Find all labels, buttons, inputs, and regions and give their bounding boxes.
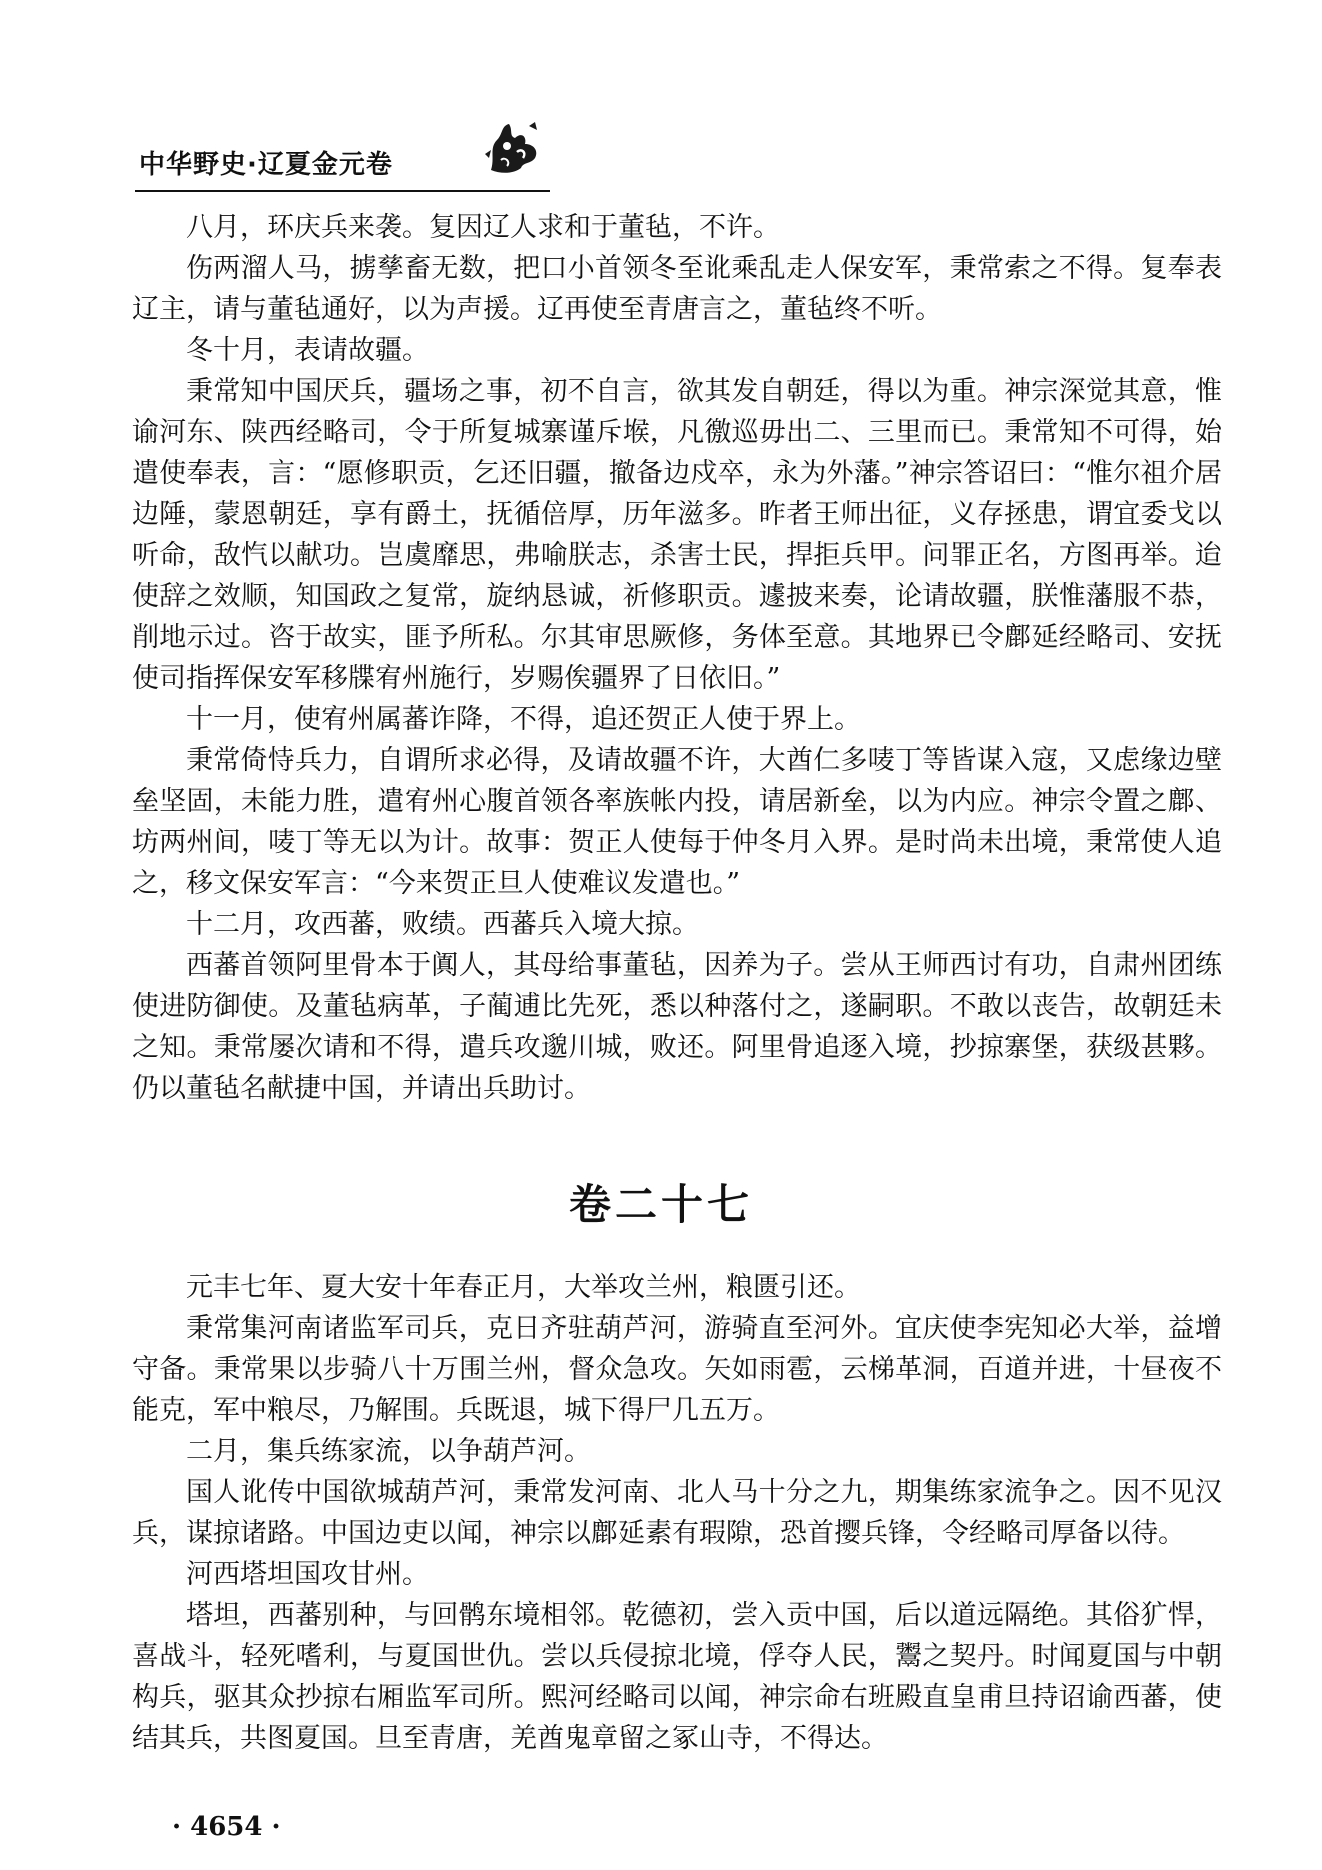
page-number: · 4654 · <box>172 1812 281 1842</box>
paragraph: 秉常知中国厌兵，疆场之事，初不自言，欲其发自朝廷，得以为重。神宗深觉其意，惟谕河东、陕西经略司，令于所复城寨谨斥堠，凡徼巡毋出二、三里而已。秉常知不可得，始遣使奉表，言：“愿修职贡，乞还旧疆，撤备边戍卒，永为外藩。”神宗答诏曰：“惟尔祖介居边陲，蒙恩朝廷，享有爵土，抚循倍厚，历年滋多。昨者王师出征，义存拯患，谓宜委戈以听命，敌忾以献功。岂虞靡思，弗喻朕志，杀害士民，捍拒兵甲。问罪正名，方图再举。迨使辞之效顺，知国政之复常，旋纳恳诚，祈修职贡。遽披来奏，论请故疆，朕惟藩服不恭，削地示过。咨于故实，匪予所私。尔其审思厥修，务体至意。其地界已令鄜延经略司、安抚使司指挥保安军移牒宥州施行，岁赐俟疆界了日依旧。” <box>132 376 1222 694</box>
running-header <box>135 118 550 188</box>
paragraph: 十二月，攻西蕃，败绩。西蕃兵入境大掠。 <box>186 909 699 940</box>
body-section-2 <box>132 1267 1222 1759</box>
paragraph: 冬十月，表请故疆。 <box>186 335 429 366</box>
volume-heading: 卷二十七 <box>568 1180 753 1229</box>
paragraph: 西蕃首领阿里骨本于阗人，其母给事董毡，因养为子。尝从王师西讨有功，自肃州团练使进防御使。及董毡病革，子蔺逋比先死，悉以种落付之，遂嗣职。不敢以丧告，故朝廷未之知。秉常屡次请和不得，遣兵攻邈川城，败还。阿里骨追逐入境，抄掠寨堡，获级甚夥。仍以董毡名献捷中国，并请出兵助讨。 <box>132 950 1222 1104</box>
running-header-title: 中华野史·辽夏金元卷 <box>139 150 393 180</box>
decorative-emblem-icon <box>483 118 547 178</box>
paragraph: 十一月，使宥州属蕃诈降，不得，追还贺正人使于界上。 <box>186 704 861 735</box>
paragraph: 河西塔坦国攻甘州。 <box>186 1559 429 1590</box>
header-rule <box>135 190 550 192</box>
paragraph: 八月，环庆兵来袭。复因辽人求和于董毡，不许。 <box>186 212 780 243</box>
paragraph: 伤两溜人马，掳孳畜无数，把口小首领冬至讹乘乱走人保安军，秉常索之不得。复奉表辽主，请与董毡通好，以为声援。辽再使至青唐言之，董毡终不听。 <box>132 253 1222 325</box>
body-section-1 <box>132 207 1222 1109</box>
paragraph: 二月，集兵练家流，以争葫芦河。 <box>186 1436 591 1467</box>
paragraph: 秉常倚恃兵力，自谓所求必得，及请故疆不许，大酋仁多唛丁等皆谋入寇，又虑缘边壁垒坚固，未能力胜，遣宥州心腹首领各率族帐内投，请居新垒，以为内应。神宗令置之鄜、坊两州间，唛丁等无以为计。故事：贺正人使每于仲冬月入界。是时尚未出境，秉常使人追之，移文保安军言：“今来贺正旦人使难议发遣也。” <box>132 745 1222 899</box>
paragraph: 元丰七年、夏大安十年春正月，大举攻兰州，粮匮引还。 <box>186 1272 861 1303</box>
paragraph: 塔坦，西蕃别种，与回鹘东境相邻。乾德初，尝入贡中国，后以道远隔绝。其俗犷悍，喜战斗，轻死嗜利，与夏国世仇。尝以兵侵掠北境，俘夺人民，鬻之契丹。时闻夏国与中朝构兵，驱其众抄掠右厢监军司所。熙河经略司以闻，神宗命右班殿直皇甫旦持诏谕西蕃，使结其兵，共图夏国。旦至青唐，羌酋鬼章留之冢山寺，不得达。 <box>132 1600 1222 1754</box>
paragraph: 国人讹传中国欲城葫芦河，秉常发河南、北人马十分之九，期集练家流争之。因不见汉兵，谋掠诸路。中国边吏以闻，神宗以鄜延素有瑕隙，恐首撄兵锋，令经略司厚备以待。 <box>132 1477 1222 1549</box>
paragraph: 秉常集河南诸监军司兵，克日齐驻葫芦河，游骑直至河外。宜庆使李宪知必大举，益增守备。秉常果以步骑八十万围兰州，督众急攻。矢如雨雹，云梯革洞，百道并进，十昼夜不能克，军中粮尽，乃解围。兵既退，城下得尸几五万。 <box>132 1313 1222 1426</box>
